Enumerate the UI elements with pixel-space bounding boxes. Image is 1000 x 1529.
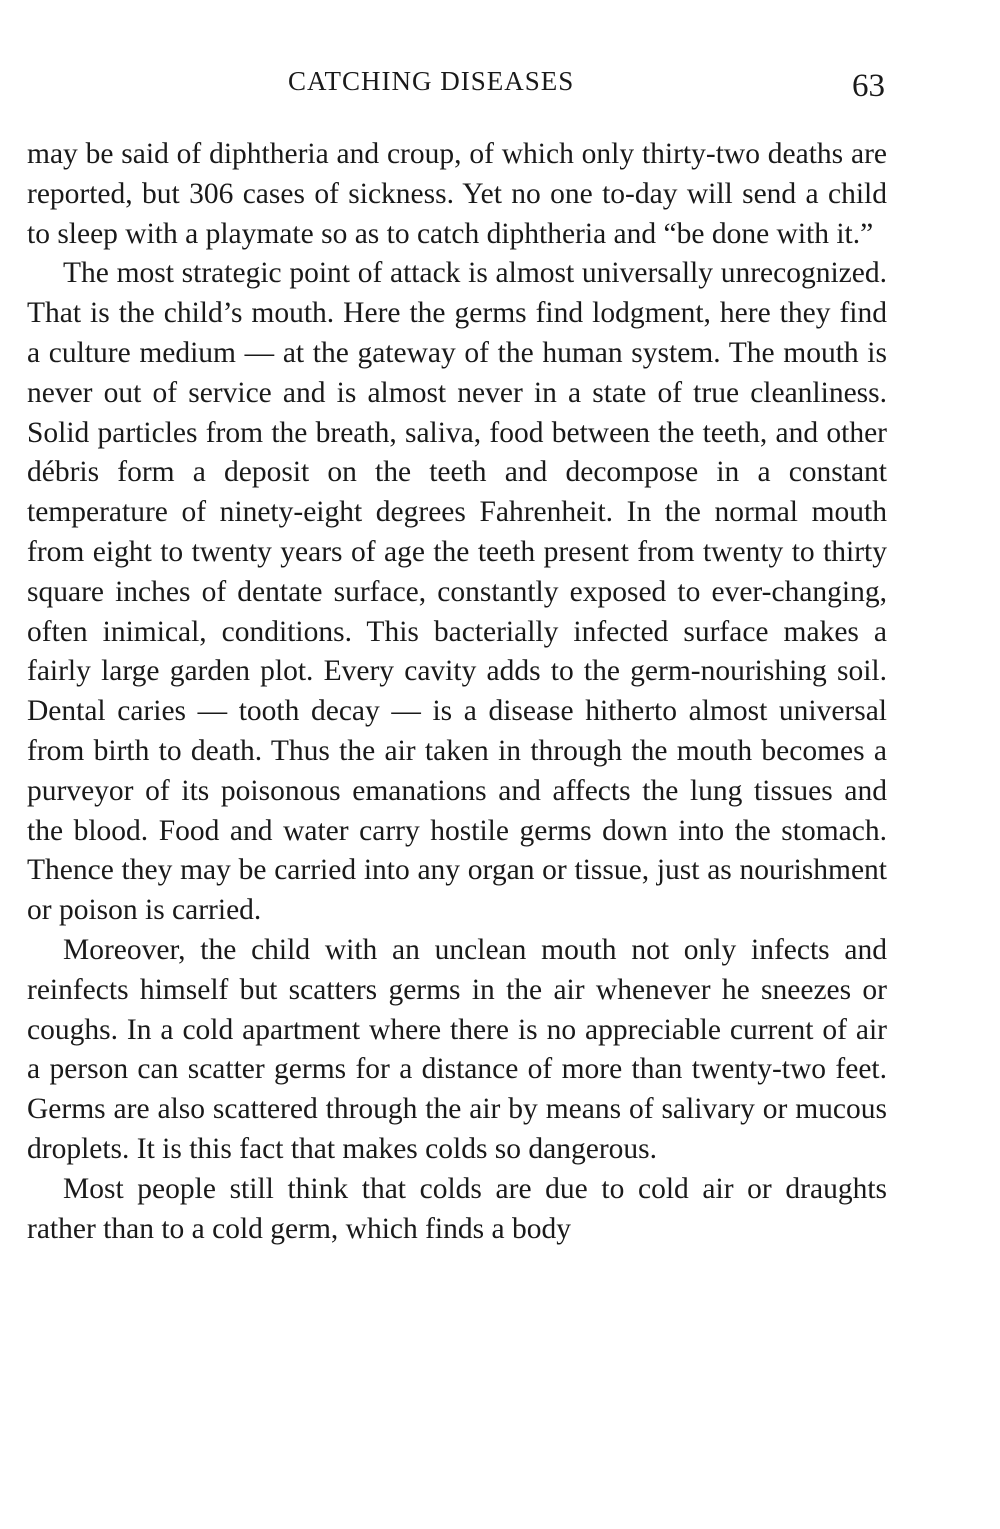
body-text [27, 135, 887, 1249]
paragraph-scattering-germs: Moreover, the child with an unclean mouth not only infects and reinfects himself but scatters germs in the air whenever he sneezes or coughs. In a cold apartment where there is no appreciable current of air a person can scatter germs for a distance of more than twenty-two feet. Germs are also scattered through the air by means of salivary or mucous droplets. It is this fact that makes colds so dangerous. [27, 933, 887, 1165]
running-head [0, 64, 1000, 104]
page-number: 63 [852, 68, 885, 104]
running-title: CATCHING DISEASES [288, 66, 575, 96]
paragraph-colds: Most people still think that colds are due to cold air or draughts rather than to a cold germ, which finds a body [27, 1172, 887, 1245]
paragraph-continued: may be said of diphtheria and croup, of which only thirty-two deaths are reported, but 306 cases of sickness. Yet no one to-day will send a child to sleep with a playmate so as to catch diphtheria and “be done with it.” [27, 138, 887, 250]
paragraph-mouth-attack: The most strategic point of attack is almost universally unrecognized. That is the child’s mouth. Here the germs find lodgment, here they find a culture medium — at the gateway of the human system. The mouth is never out of service and is almost never in a state of true cleanliness. Solid particles from the breath, saliva, food between the teeth, and other débris form a deposit on the teeth and decompose in a constant temperature of ninety-eight degrees Fahrenheit. In the normal mouth from eight to twenty years of age the teeth present from twenty to thirty square inches of dentate surface, constantly exposed to ever-changing, often inimical, conditions. This bacterially infected surface makes a fairly large garden plot. Every cavity adds to the germ-nourishing soil. Dental caries — tooth decay — is a disease hitherto almost universal from birth to death. Thus the air taken in through the mouth becomes a purveyor of its poisonous emanations and affects the lung tissues and the blood. Food and water carry hostile germs down into the stomach. Thence they may be carried into any organ or tissue, just as nourishment or poison is carried. [27, 257, 887, 927]
